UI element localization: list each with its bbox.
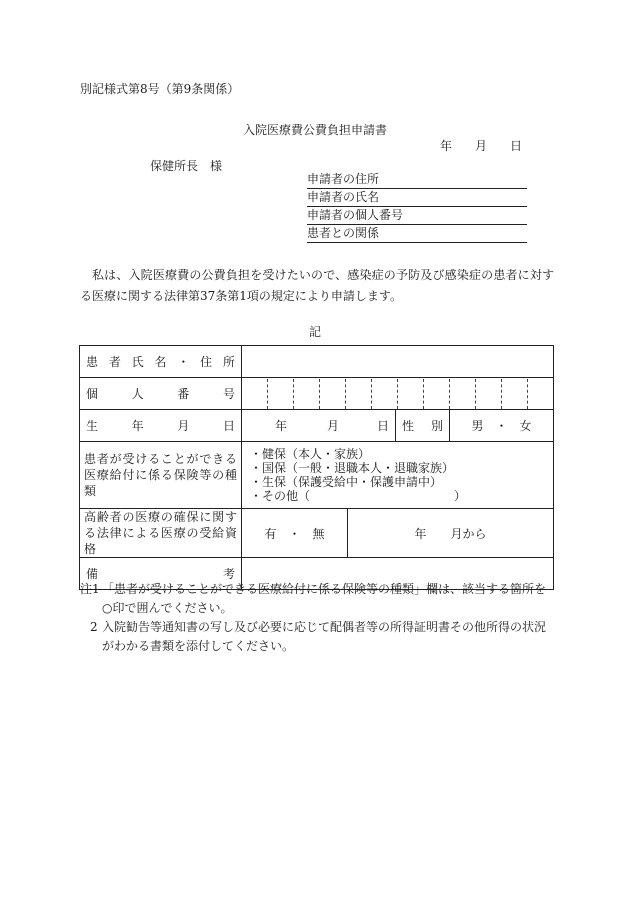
ki-heading: 記 — [308, 325, 321, 339]
personal-number-label: 個 人 番 号 — [80, 378, 242, 410]
patient-name-address-label: 患 者 氏 名 ・ 住 所 — [80, 346, 242, 378]
document-title: 入院医療費公費負担申請書 — [242, 123, 387, 137]
elderly-care-label: 高齢者の医療の確保に関する法律による医療の受給資格 — [80, 509, 242, 558]
relationship-field[interactable]: 患者との関係 — [307, 225, 527, 243]
personal-number-input[interactable] — [242, 378, 554, 410]
note-2: 2 入院勧告等通知書の写し及び必要に応じて配偶者等の所得証明書その他所得の状況がわかる書類を添付してください。 — [90, 620, 547, 653]
application-table — [79, 345, 554, 590]
remarks-label: 備 考 — [80, 558, 242, 590]
date-day: 日 — [510, 139, 523, 153]
note-1: 注1 「患者が受けることができる医療給付に係る保険等の種類」欄は、該当する箇所を○印で囲んでください。 — [80, 582, 547, 615]
birthdate-input[interactable]: 年 月 日 — [242, 410, 396, 442]
notes — [80, 580, 554, 656]
applicant-id-number-field[interactable]: 申請者の個人番号 — [307, 207, 527, 225]
insurance-option-kokuho[interactable]: ・国保（一般・退職本人・退職家族） — [250, 461, 455, 475]
addressee: 保健所長 様 — [150, 159, 223, 173]
insurance-type-options[interactable] — [242, 442, 554, 509]
patient-name-address-input[interactable] — [242, 346, 554, 378]
insurance-option-other[interactable]: ・その他（ ） — [250, 489, 467, 503]
birthdate-label: 生 年 月 日 — [80, 410, 242, 442]
form-number: 別記様式第8号（第9条関係） — [80, 82, 240, 96]
application-statement: 私は、入院医療費の公費負担を受けたいので、感染症の予防及び感染症の患者に対する医療に関する法律第37条第1項の規定により申請します。 — [80, 268, 554, 303]
applicant-address-field[interactable]: 申請者の住所 — [307, 171, 527, 189]
gender-label: 性 別 — [396, 410, 450, 442]
date-month: 月 — [475, 139, 488, 153]
date-line — [440, 137, 522, 154]
insurance-option-seiho[interactable]: ・生保（保護受給中・保護申請中） — [250, 475, 443, 489]
elderly-care-yes-no[interactable]: 有 ・ 無 — [242, 509, 348, 558]
date-year: 年 — [440, 139, 453, 153]
insurance-option-kenpo[interactable]: ・健保（本人・家族） — [250, 447, 371, 461]
insurance-type-label: 患者が受けることができる医療給付に係る保険等の種類 — [80, 442, 242, 509]
elderly-care-from-date[interactable]: 年 月から — [348, 509, 554, 558]
gender-options[interactable]: 男 ・ 女 — [450, 410, 554, 442]
applicant-name-field[interactable]: 申請者の氏名 — [307, 189, 527, 207]
